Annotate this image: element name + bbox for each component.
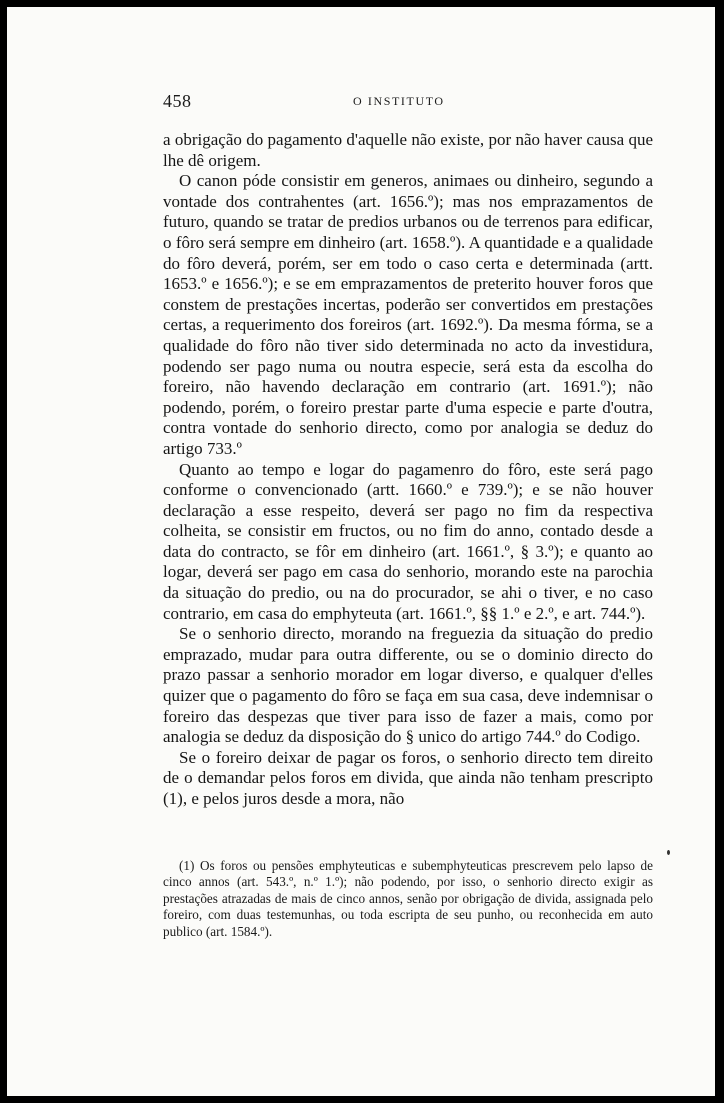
paragraph: Quanto ao tempo e logar do pagamenro do fôro, este será pago conforme o convencionado (artt. 1660.º e 739.º); e se não houver declaração a esse respeito, deverá ser pago no fim da respectiva colheita, se consistir em fructos, ou no fim do anno, contado desde a data do contracto, se fôr em dinheiro (art. 1661.º, § 3.º); e quanto ao logar, deverá ser pago em casa do senhorio, morando este na parochia da situação do predio, ou na do procurador, se ahi o tiver, e no caso contrario, em casa do emphyteuta (art. 1661.º, §§ 1.º e 2.º, e art. 744.º). xyxy=(163,459,653,623)
page-number: 458 xyxy=(163,91,192,111)
footnote: (1) Os foros ou pensões emphyteuticas e subemphyteuticas prescrevem pelo lapso de cinco annos (art. 543.º, n.º 1.º); não podendo, por isso, o senhorio directo exigir as prestações atrazadas de mais de cinco annos, senão por obrigação de divida, assignada pelo foreiro, com duas testemunhas, ou toda escripta de seu punho, ou reconhecida em auto publico (art. 1584.º). xyxy=(163,858,653,939)
paragraph: Se o senhorio directo, morando na freguezia da situação do predio emprazado, mudar para outra differente, ou se o dominio directo do prazo passar a senhorio morador em logar diverso, e qualquer d'elles quizer que o pagamento do fôro se faça em sua casa, deve indemnisar o foreiro das despezas que tiver para isso de fazer a mais, como por analogia se deduz da disposição do § unico do artigo 744.º do Codigo. xyxy=(163,624,653,747)
ink-speck xyxy=(667,850,670,855)
body-text xyxy=(163,130,653,810)
paragraph: Se o foreiro deixar de pagar os foros, o senhorio directo tem direito de o demandar pelos foros em divida, que ainda não tenham prescripto (1), e pelos juros desde a mora, não xyxy=(163,747,653,808)
paragraph: O canon póde consistir em generos, animaes ou dinheiro, segundo a vontade dos contrahentes (art. 1656.º); mas nos emprazamentos de futuro, quando se tratar de predios urbanos ou de terrenos para edificar, o fôro será sempre em dinheiro (art. 1658.º). A quantidade e a qualidade do fôro deverá, porém, ser em todo o caso certa e determinada (artt. 1653.º e 1656.º); e se em emprazamentos de preterito houver foros que constem de prestações incertas, poderão ser convertidos em prestações certas, a requerimento dos foreiros (art. 1692.º). Da mesma fórma, se a qualidade do fôro não tiver sido determinada no acto da investidura, podendo ser pago numa ou noutra especie, será esta da escolha do foreiro, não havendo declaração em contrario (art. 1691.º); não podendo, porém, o foreiro prestar parte d'uma especie e parte d'outra, contra vontade do senhorio directo, como por analogia se deduz do artigo 733.º xyxy=(163,171,653,458)
page-header xyxy=(163,91,653,111)
running-head: O INSTITUTO xyxy=(353,94,445,108)
paragraph: a obrigação do pagamento d'aquelle não existe, por não haver causa que lhe dê origem. xyxy=(163,130,653,170)
book-page xyxy=(7,7,715,1096)
